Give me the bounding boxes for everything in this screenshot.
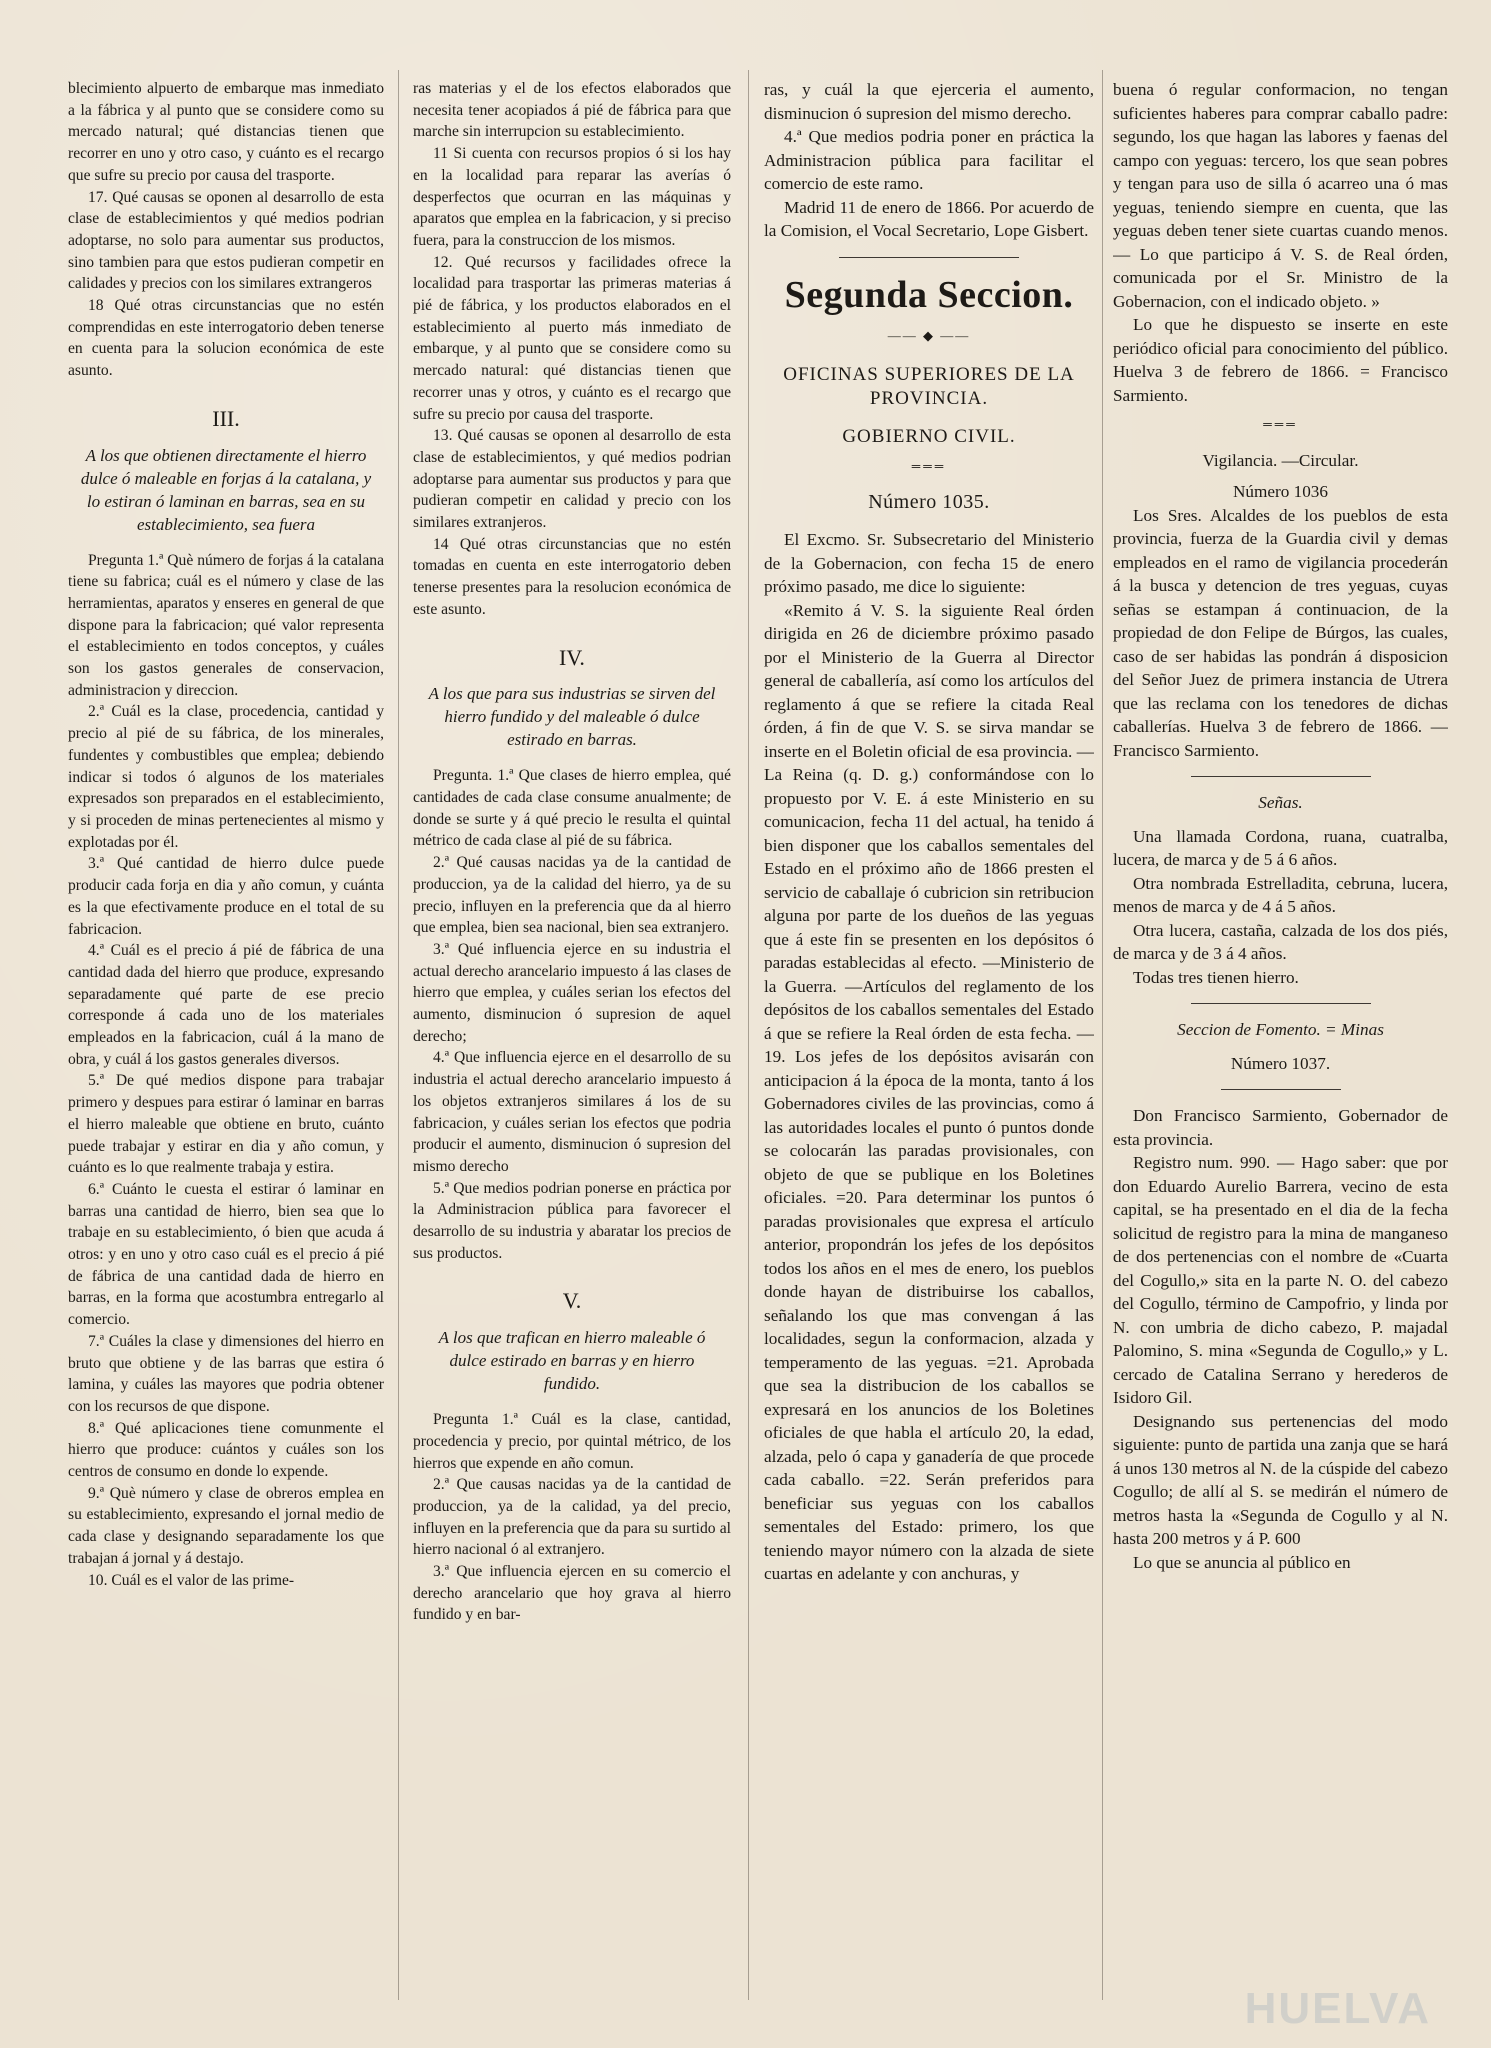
column-rule <box>748 70 749 2000</box>
paragraph: buena ó regular conformacion, no tengan suficientes haberes para comprar caballo padre: segundo, los que hagan las labores y faenas del campo con yeguas: tercero, los que sean pobres y tengan para uso de silla ó acarreo una ó mas yeguas, teniendo siempre en cuenta, que las yeguas deben tener siete cuartas cuando menos. — Lo que participo á V. S. de Real órden, comunicada por el Sr. Ministro de la Gobernacion, con el indicado objeto. » <box>1113 80 1448 311</box>
question-7: 7.ª Cuáles la clase y dimensiones del hierro en bruto que obtiene y de las barras que estira ó lamina, y cuáles las mayores que podria obtener con los recursos de que dispone. <box>68 1332 384 1415</box>
notice-number: Número 1035. <box>868 490 990 513</box>
question-10: 10. Cuál es el valor de las prime- <box>88 1571 295 1589</box>
question-1: Pregunta 1.ª Què número de forjas á la catalana tiene su fabrica; cuál es el número y clase de las herramientas, aparatos y enseres en general de que dispone para la fabricacion; qué valor representa el establecimiento en todos conceptos, y cuáles son los gastos generales de conservacion, administracion y direccion. <box>68 551 384 699</box>
paragraph: Los Sres. Alcaldes de los pueblos de esta provincia, fuerza de la Guardia civil y demas empleados en el ramo de vigilancia procederán á la busca y detencion de tres yeguas, cuyas señas se estampan á continuacion, de la propiedad de don Felipe de Búrgos, las cuales, caso de ser habidas las pondrán á disposicion del Señor Juez de primera instancia de Utrera que las reclama con los tenedores de dichas caballerías. Huelva 3 de febrero de 1866. — Francisco Sarmiento. <box>1113 505 1448 760</box>
question-14: 14 Qué otras circunstancias que no estén tomadas en cuenta en este interrogatorio deben tenerse presentes para la resolucion económica de este asunto. <box>413 535 731 618</box>
section-title: Segunda Seccion. <box>784 273 1074 316</box>
column-3 <box>764 78 1094 1586</box>
signature: Madrid 11 de enero de 1866. Por acuerdo de la Comision, el Vocal Secretario, Lope Gisbert. <box>764 197 1094 240</box>
description: Una llamada Cordona, ruana, cuatralba, lucera, de marca y de 5 á 6 años. <box>1113 826 1448 869</box>
divider <box>1221 1089 1341 1090</box>
section-heading-iv: IV. <box>559 644 585 670</box>
paragraph: Designando sus pertenencias del modo siguiente: punto de partida una zanja que se hará á unos 130 metros al N. de la cúspide del cabezo Cogullo; de allí al S. se medirán el número de metros hasta la «Segunda de Cogullo y al N. hasta 200 metros y á P. 600 <box>1113 1411 1448 1548</box>
notice-number: Número 1036 <box>1233 482 1328 501</box>
description: Todas tres tienen hierro. <box>1133 967 1299 987</box>
question-4: 4.ª Cuál es el precio á pié de fábrica de una cantidad dada del hierro que produce, expresando separadamente qué parte de ese precio corresponde á cada uno de los materiales empleados en la fabricacion, cuál á la mano de obra, y cuál á los gastos generales diversos. <box>68 942 384 1068</box>
paragraph: Don Francisco Sarmiento, Gobernador de esta provincia. <box>1113 1106 1448 1149</box>
question-12: 12. Qué recursos y facilidades ofrece la localidad para trasportar las primeras materias á pié de fábrica, y los productos elaborados en el establecimiento al puerto más inmediato de embarque, y al punto que se considere como su mercado natural: qué distancias tienen que recorrer unas y otros, y cuánto es el recargo que sufre su precio por causa del trasporte. <box>413 253 731 423</box>
paragraph: Lo que se anuncia al público en <box>1133 1552 1351 1572</box>
column-4 <box>1113 78 1448 1574</box>
question-8: 8.ª Qué aplicaciones tiene comunmente el hierro que produce: cuántos y cuáles son los centros de consumo en donde lo expende. <box>68 1419 384 1481</box>
question-3: 3.ª Qué cantidad de hierro dulce puede producir cada forja en dia y año comun, y cuánta es la que efectivamente produce en el total de su fabricacion. <box>68 855 384 938</box>
section-intro: A los que para sus industrias se sirven del hierro fundido y del maleable ó dulce estirado en barras. <box>428 684 716 750</box>
paragraph: Lo que he dispuesto se inserte en este periódico oficial para conocimiento del público. Huelva 3 de febrero de 1866. = Francisco Sarmiento. <box>1113 315 1448 405</box>
archive-watermark: HUELVA <box>1244 1984 1431 2033</box>
description: Otra nombrada Estrelladita, cebruna, lucera, menos de marca y de 4 á 5 años. <box>1113 873 1448 916</box>
double-rule: ═══ <box>911 459 947 473</box>
paragraph: El Excmo. Sr. Subsecretario del Ministerio de la Gobernacion, con fecha 15 de enero próximo pasado, me dice lo siguiente: <box>764 530 1094 596</box>
notice-heading: Seccion de Fomento. = Minas <box>1177 1020 1384 1039</box>
notice-number: Número 1037. <box>1230 1053 1331 1073</box>
notice-heading: Señas. <box>1258 793 1303 812</box>
question-1: Pregunta 1.ª Cuál es la clase, cantidad, procedencia y precio, por quintal métrico, de los hierros que expende en año comun. <box>413 1411 731 1472</box>
question-4: 4.ª Que medios podria poner en práctica la Administracion pública para facilitar el comercio de este ramo. <box>764 127 1094 193</box>
paragraph: Registro num. 990. — Hago saber: que por don Eduardo Aurelio Barrera, vecino de esta capital, se ha presentado en el dia de la fecha solicitud de registro para la mina de manganeso de dos pertenencias con el nombre de «Cuarta del Cogullo,» sita en la parte N. O. del cabezo del Cogullo, término de Campofrio, y linda por N. con umbria de dicho cabezo, P. majadal Palomino, S. mina «Segunda de Cogullo,» y L. cercado de Catalina Serrano y herederos de Isidoro Gil. <box>1113 1153 1448 1407</box>
section-heading-iii: III. <box>212 405 240 431</box>
divider <box>839 257 1019 258</box>
question-18: 18 Qué otras circunstancias que no estén comprendidas en este interrogatorio deben tenerse en cuenta para la solucion económica de este asunto. <box>68 297 384 380</box>
question-2: 2.ª Que causas nacidas ya de la cantidad de produccion, ya de la calidad, ya del precio, influyen en la preferencia que da para su surtido al hierro nacional ó al extranjero. <box>413 1476 731 1559</box>
question-1: Pregunta. 1.ª Que clases de hierro emplea, qué cantidades de cada clase consume anualmente; de donde se surte y á qué precio le resulta el quintal métrico de cada clase al pié de su fábrica. <box>413 767 731 850</box>
section-intro: A los que obtienen directamente el hierro dulce ó maleable en forjas á la catalana, y lo estiran ó laminan en barras, sea en su establecimiento, sea fuera <box>80 445 372 534</box>
paragraph: ras materias y el de los efectos elaborados que necesita tener acopiados á pié de fábrica para que marche sin interrupcion su establecimiento. <box>413 80 731 141</box>
question-11: 11 Si cuenta con recursos propios ó si los hay en la localidad para reparar las averías ó desperfectos que ocurran en las máquinas y aparatos que emplea en la fabricacion, y si preciso fuera, para la construccion de los mismos. <box>413 145 731 249</box>
paragraph: blecimiento alpuerto de embarque mas inmediato a la fábrica y al punto que se considere como su mercado natural; qué distancias tienen que recorrer en uno y otro caso, y cuánto es el recargo que sufre su precio por causa del trasporte. <box>68 80 384 184</box>
section-intro: A los que trafican en hierro maleable ó dulce estirado en barras y en hierro fundido. <box>438 1328 706 1394</box>
question-17: 17. Qué causas se oponen al desarrollo de esta clase de establecimientos y qué medios podrian adoptarse, no solo para aumentar sus productos, sino tambien para que estos pudieran competir en calidades y precios con los similares extrangeros <box>68 188 384 293</box>
question-5: 5.ª De qué medios dispone para trabajar primero y despues para estirar ó laminar en barras el hierro maleable que obtiene en bruto, cuánto puede trabajar y estirar en dia y año comun, y cuánto es lo que realmente trabaja y estira. <box>68 1072 384 1177</box>
column-2 <box>413 78 731 1626</box>
divider <box>1191 1003 1371 1004</box>
question-13: 13. Qué causas se oponen al desarrollo de esta clase de establecimientos, y qué medios podrian adoptarse para aumentar sus productos y para que pudieran competir en calidad y precio con los similares extranjeros. <box>413 427 731 532</box>
paragraph: «Remito á V. S. la siguiente Real órden dirigida en 26 de diciembre próximo pasado por el Ministerio de la Guerra al Director general de caballería, así como los artículos del reglamento á que se refiere la citada Real órden, á fin de que V. S. se sirva mandar se inserte en el Boletin oficial de esa provincia. —La Reina (q. D. g.) conformándose con lo propuesto por V. E. á este Ministerio en su comunicacion, fecha 11 del actual, ha tenido á bien disponer que los caballos sementales del Estado en el próximo año de 1866 presten el servicio de caballaje ó cubricion sin retribucion alguna por parte de los dueños de las yeguas que á este fin se presenten en los depósitos ó paradas establecidas al efecto. —Ministerio de la Guerra. —Artículos del reglamento de los depósitos de los caballos sementales del Estado á que se refiere la Real órden de esta fecha. —19. Los jefes de los depósitos avisarán con anticipacion á la época de la monta, tanto á los Gobernadores civiles de las provincias, como á las autoridades locales el punto ó puntos donde se colocarán las paradas provisionales, con objeto de que se publique en los Boletines oficiales. =20. Para determinar los puntos ó paradas provisionales que expresa el artículo anterior, propondrán los jefes de los depósitos todos los años en el mes de enero, los pueblos donde hayan de distribuirse los caballos, señalando los que mas convengan á las localidades, segun la conformacion, alzada y temperamento de las yeguas. =21. Aprobada que sea la distribucion de los caballos se expresará en los anuncios de los Boletines oficiales de que habla el artículo 20, la edad, alzada, pelo ó capa y ganadería de que procede cada caballo. =22. Serán preferidos para beneficiar sus yeguas con los caballos sementales del Estado: primero, los que teniendo mayor número con la alzada de siete cuartas en adelante y con anchuras, y <box>764 600 1094 1583</box>
double-rule: ═══ <box>1263 417 1298 431</box>
column-rule <box>1102 70 1103 2000</box>
question-2: 2.ª Qué causas nacidas ya de la cantidad de produccion, ya de la calidad del hierro, ya de su precio, influyen en la preferencia que da al hierro que emplea, bien sea nacional, bien sea extranjero. <box>413 854 731 937</box>
question-3: 3.ª Que influencia ejercen en su comercio el derecho arancelario que hoy grava al hierro fundido y en bar- <box>413 1563 731 1624</box>
description: Otra lucera, castaña, calzada de los dos piés, de marca y de 3 á 4 años. <box>1113 920 1448 963</box>
question-4: 4.ª Que influencia ejerce en el desarrollo de su industria el actual derecho arancelario impuesto á los objetos extranjeros similares á los de su fabricacion, y cuáles serian los efectos que podria producir el aumento, disminucion ó supresion del mismo derecho <box>413 1049 731 1175</box>
question-5: 5.ª Que medios podrian ponerse en práctica por la Administracion pública para favorecer el desarrollo de su industria y abaratar los precios de sus productos. <box>413 1179 731 1262</box>
question-3: 3.ª Qué influencia ejerce en su industria el actual derecho arancelario impuesto á las clases de hierro que emplea, y cuáles serian los efectos del aumento, disminucion ó supresion de aquel derecho; <box>413 940 731 1045</box>
question-6: 6.ª Cuánto le cuesta el estirar ó laminar en barras una cantidad de hierro, bien sea que lo trabaje en su establecimiento, ó bien que acuda á otros: y en uno y otro caso cuál es el precio á pié de fábrica de una cantidad dada de hierro en barras, en la forma que acostumbra entregarlo al comercio. <box>68 1180 384 1329</box>
heading-offices: OFICINAS SUPERIORES DE LA PROVINCIA. <box>783 364 1075 409</box>
divider <box>1191 776 1371 777</box>
column-1 <box>68 78 384 1591</box>
heading-gobierno: GOBIERNO CIVIL. <box>842 426 1016 447</box>
question-9: 9.ª Què número y clase de obreros emplea en su establecimiento, expresando el jornal medio de cada clase y designando separadamente los que trabajan á jornal y á destajo. <box>68 1484 384 1567</box>
ornament-divider: —— ◆ —— <box>887 327 971 343</box>
paragraph: ras, y cuál la que ejerceria el aumento, disminucion ó supresion del mismo derecho. <box>764 80 1094 123</box>
question-2: 2.ª Cuál es la clase, procedencia, cantidad y precio al pié de su fábrica, de los minerales, fundentes y combustibles que emplea; debiendo indicar si todos ó algunos de los materiales expresados son preparados en el establecimiento, y si proceden de minas pertenecientes al mismo y explotadas por él. <box>68 703 384 851</box>
column-rule <box>398 70 399 2000</box>
section-heading-v: V. <box>562 1288 582 1314</box>
notice-heading: Vigilancia. —Circular. <box>1202 450 1359 470</box>
